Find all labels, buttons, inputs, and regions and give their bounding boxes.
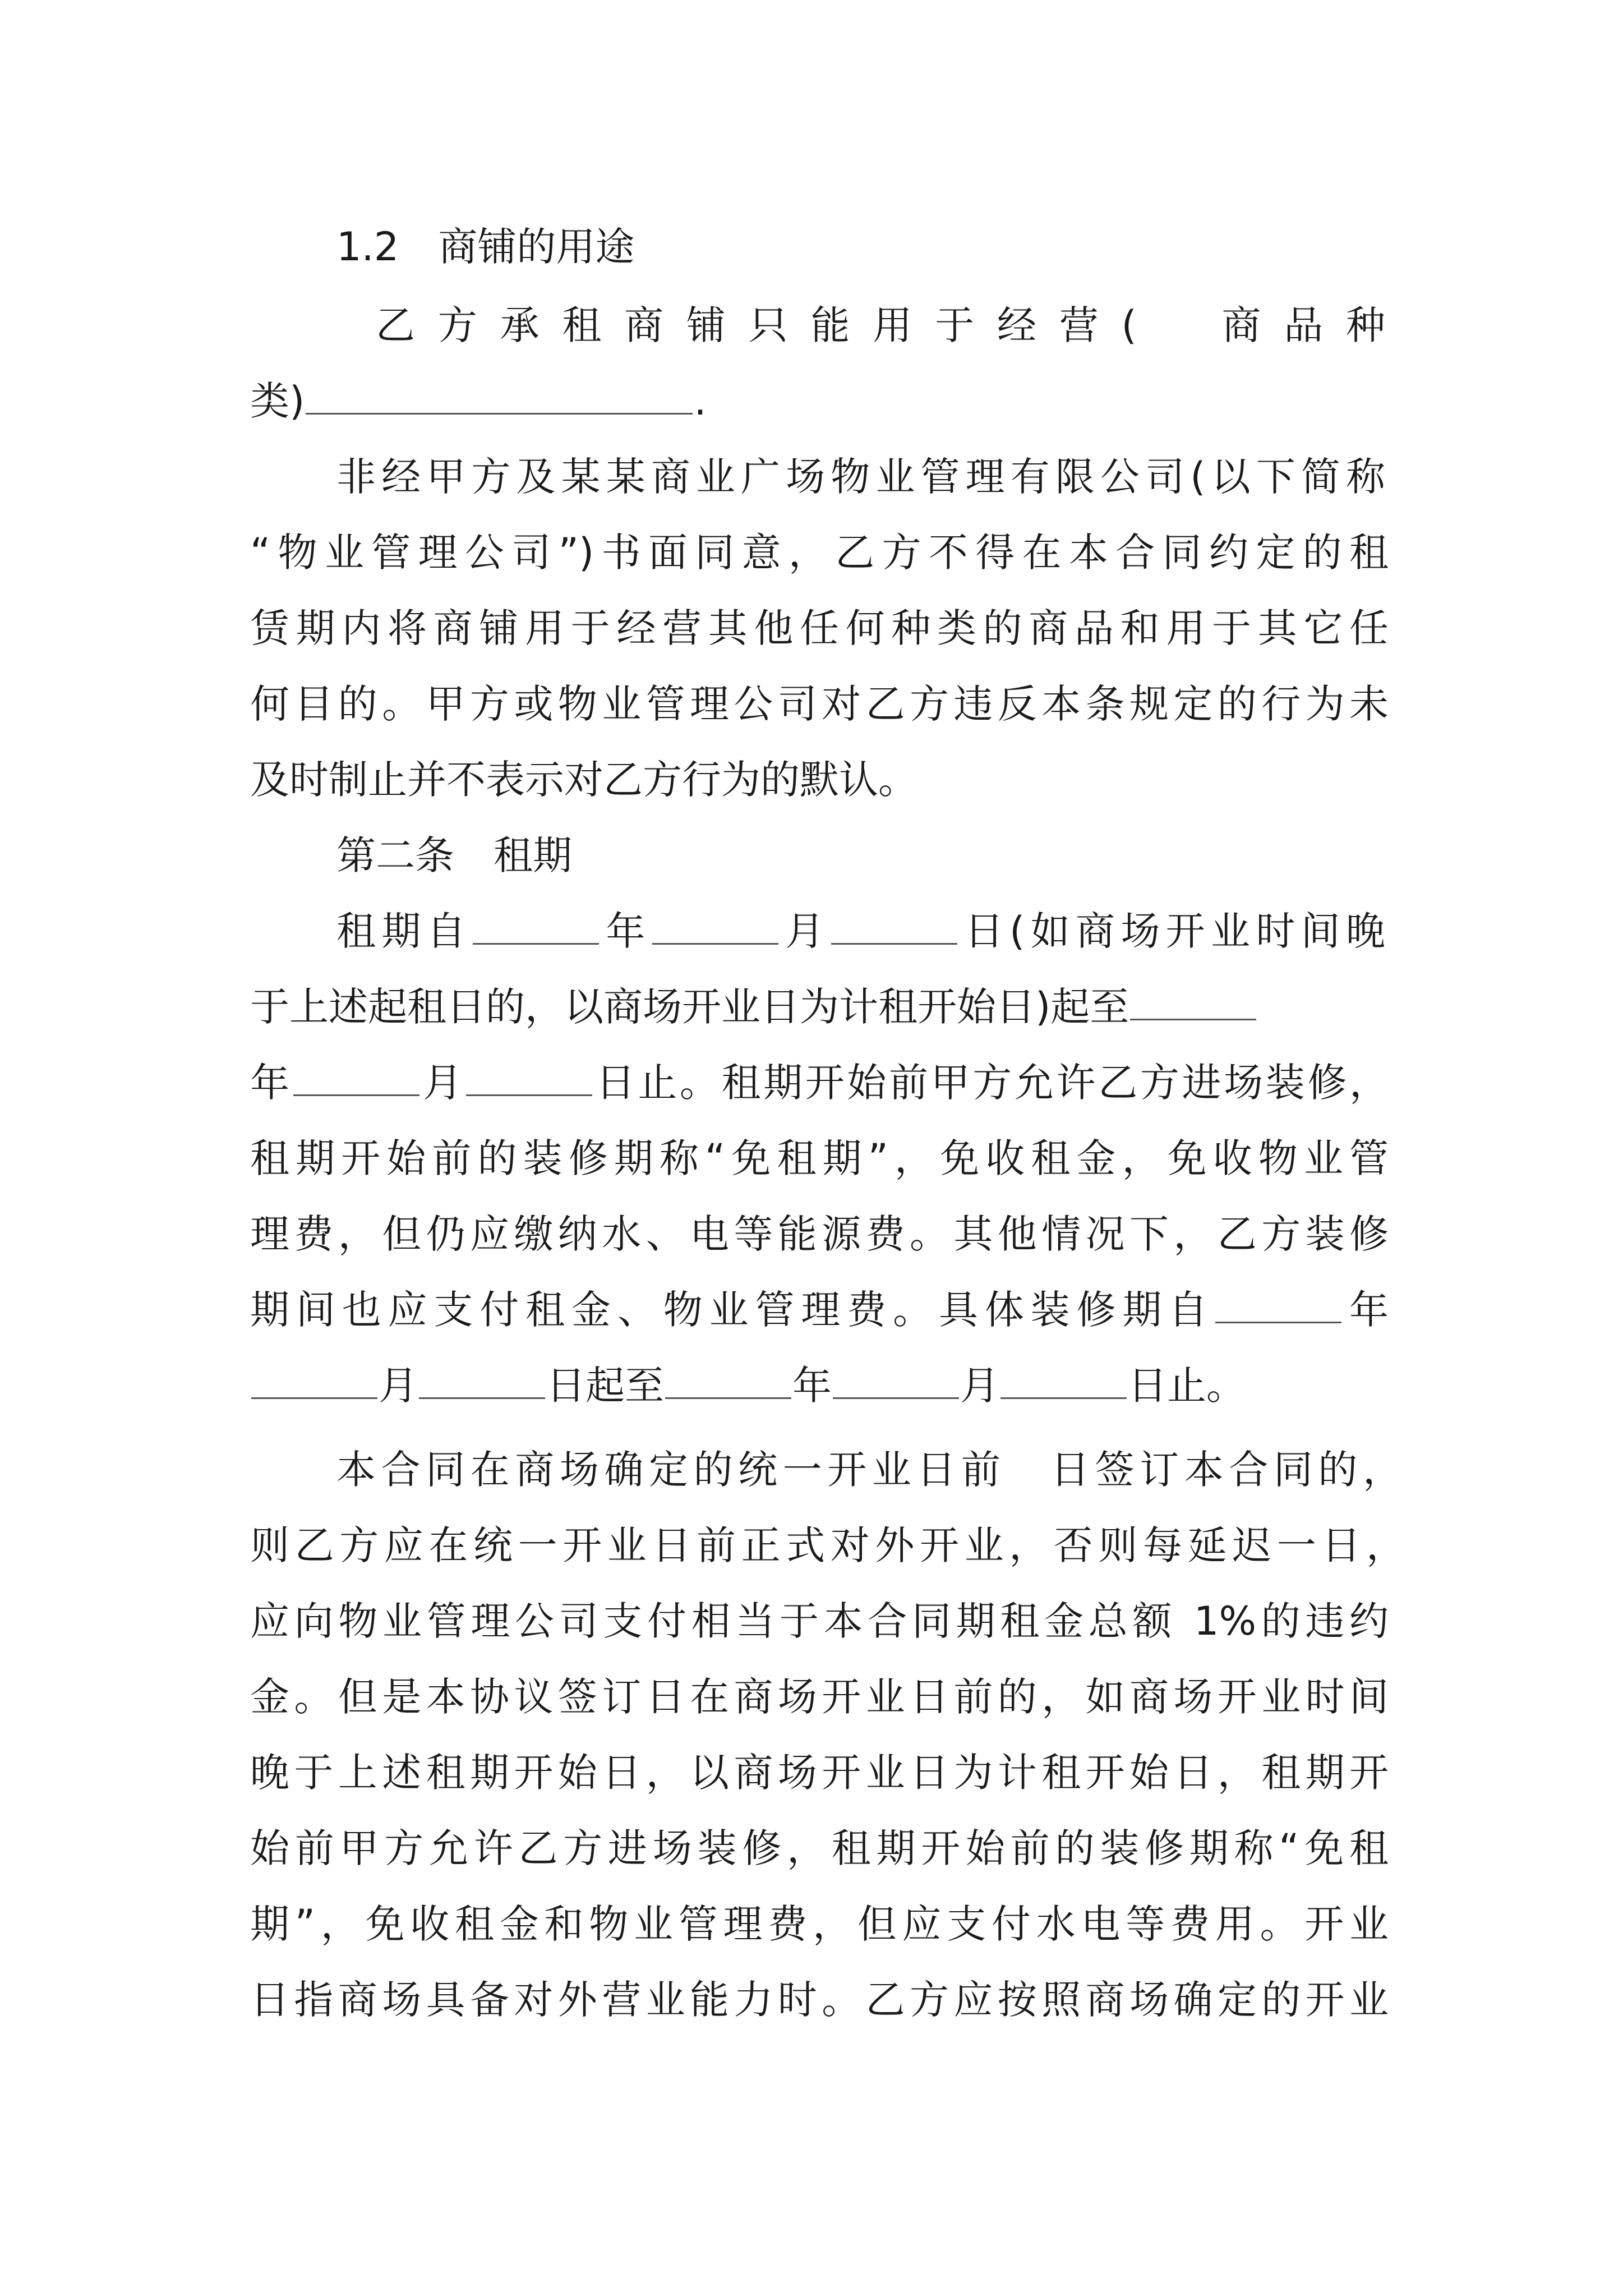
- day-label: 日(如商场开业时间晚: [958, 908, 1386, 954]
- nonconsent-line-1: 非经甲方及某某商业广场物业管理有限公司(以下简称: [336, 454, 1385, 500]
- opening-line-4: 金。但是本协议签订日在商场开业日前的，如商场开业时间: [250, 1674, 1389, 1720]
- month-label: 月: [960, 1363, 999, 1409]
- usage-line-1: 乙方承租商铺只能用于经营( 商品种: [376, 302, 1385, 348]
- end-day-blank: [466, 1057, 592, 1096]
- until-label: 日起至: [546, 1363, 664, 1409]
- term-from-label: 租期自: [336, 908, 472, 954]
- year-label: 年: [600, 908, 651, 954]
- month-label: 月: [420, 1060, 465, 1106]
- term-line-7: [250, 1360, 1389, 1411]
- term-line-6: [250, 1285, 1389, 1335]
- year-label: 年: [250, 1060, 292, 1106]
- term-line-1: [336, 906, 1385, 956]
- term-line-2-text: 于上述起租日的，以商场开业日为计租开始日)起至: [250, 984, 1129, 1030]
- usage-prefix: 类): [250, 378, 305, 424]
- opening-line-7: 期”，免收租金和物业管理费，但应支付水电等费用。开业: [250, 1901, 1389, 1947]
- usage-line-2: [250, 376, 1389, 426]
- usage-suffix: .: [694, 378, 707, 424]
- opening-line-3: 应向物业管理公司支付相当于本合同期租金总额 1%的违约: [250, 1598, 1389, 1644]
- section-heading-1-2: 1.2 商铺的用途: [336, 224, 635, 270]
- term-line-5: 理费，但仍应缴纳水、电等能源费。其他情况下，乙方装修: [250, 1211, 1389, 1257]
- opening-line-2: 则乙方应在统一开业日前正式对外开业，否则每延迟一日，: [250, 1522, 1405, 1568]
- decor-end-month-blank: [833, 1360, 959, 1399]
- end-label: 日止。: [1128, 1363, 1246, 1409]
- nonconsent-line-4: 何目的。甲方或物业管理公司对乙方违反本条规定的行为未: [250, 681, 1389, 727]
- month-label: 月: [779, 908, 831, 954]
- decor-start-day-blank: [419, 1360, 545, 1399]
- decor-end-day-blank: [1000, 1360, 1127, 1399]
- start-year-blank: [473, 906, 599, 945]
- goods-type-blank: [306, 376, 693, 415]
- article-2-heading: 第二条 租期: [336, 832, 572, 878]
- start-day-blank: [831, 906, 957, 945]
- end-month-blank: [293, 1057, 419, 1096]
- decor-start-month-blank: [251, 1360, 377, 1399]
- term-line-2: [250, 982, 1389, 1032]
- year-label: 年: [1343, 1287, 1389, 1333]
- opening-line-5: 晚于上述租期开始日，以商场开业日为计租开始日，租期开: [250, 1750, 1389, 1796]
- decor-start-year-blank: [1215, 1285, 1341, 1323]
- opening-line-6: 始前甲方允许乙方进场装修，租期开始前的装修期称“免租: [250, 1825, 1389, 1871]
- term-line-3: [250, 1057, 1389, 1108]
- nonconsent-line-3: 赁期内将商铺用于经营其他任何种类的商品和用于其它任: [250, 605, 1389, 651]
- start-month-blank: [652, 906, 778, 945]
- year-label: 年: [792, 1363, 832, 1409]
- term-line-6-text: 期间也应支付租金、物业管理费。具体装修期自: [250, 1287, 1215, 1333]
- decor-end-year-blank: [665, 1360, 791, 1399]
- term-line-4: 租期开始前的装修期称“免租期”，免收租金，免收物业管: [250, 1135, 1389, 1181]
- nonconsent-line-5: 及时制止并不表示对乙方行为的默认。: [250, 757, 917, 803]
- term-line-3-text: 日止。租期开始前甲方允许乙方进场装修，: [593, 1060, 1389, 1106]
- end-year-blank: [1130, 982, 1256, 1020]
- opening-line-8: 日指商场具备对外营业能力时。乙方应按照商场确定的开业: [250, 1977, 1389, 2023]
- opening-line-1: 本合同在商场确定的统一开业日前 日签订本合同的，: [336, 1447, 1402, 1493]
- nonconsent-line-2: “物业管理公司”)书面同意，乙方不得在本合同约定的租: [250, 530, 1389, 576]
- month-label: 月: [379, 1363, 418, 1409]
